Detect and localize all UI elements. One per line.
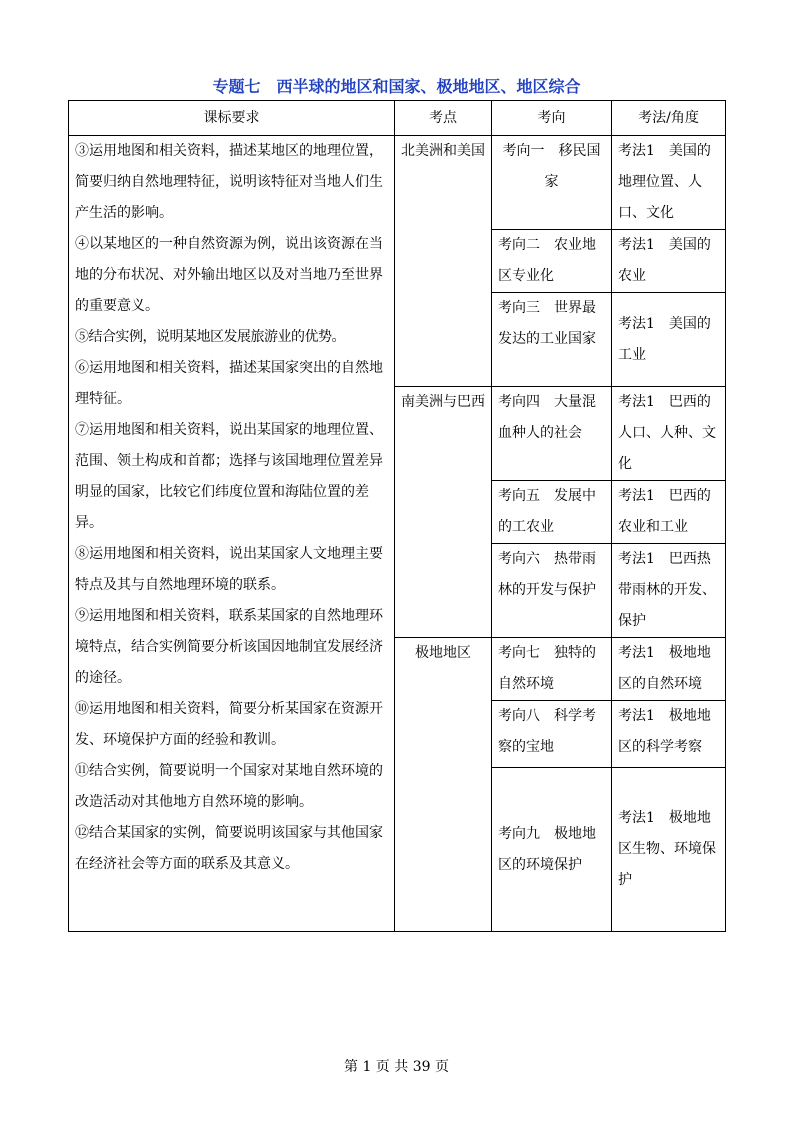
direction-cell: 考向三 世界最发达的工业国家 bbox=[492, 293, 612, 387]
method-cell: 考法1 美国的工业 bbox=[612, 293, 726, 387]
header-point: 考点 bbox=[395, 101, 492, 136]
requirement-item: ⑫结合某国家的实例，简要说明该国家与其他国家在经济社会等方面的联系及其意义。 bbox=[75, 825, 383, 872]
document-title: 专题七 西半球的地区和国家、极地地区、地区综合 bbox=[212, 77, 581, 96]
requirement-item: ⑥运用地图和相关资料，描述某国家突出的自然地理特征。 bbox=[75, 360, 383, 407]
method-cell: 考法1 巴西的农业和工业 bbox=[612, 481, 726, 544]
method-cell: 考法1 极地地区的自然环境 bbox=[612, 638, 726, 701]
page-number: 第 1 页 共 39 页 bbox=[344, 1059, 449, 1075]
method-cell: 考法1 极地地区生物、环境保护 bbox=[612, 768, 726, 932]
requirement-item: ⑧运用地图和相关资料，说出某国家人文地理主要特点及其与自然地理环境的联系。 bbox=[75, 546, 383, 593]
requirement-item: ⑩运用地图和相关资料，简要分析某国家在资源开发、环境保护方面的经验和教训。 bbox=[75, 701, 383, 748]
requirement-item: ③运用地图和相关资料，描述某地区的地理位置，简要归纳自然地理特征，说明该特征对当地人们生产生活的影响。 bbox=[75, 143, 383, 221]
point-cell: 南美洲与巴西 bbox=[395, 387, 492, 638]
table-header-row bbox=[69, 101, 726, 136]
requirements-cell bbox=[69, 136, 395, 932]
curriculum-table bbox=[68, 100, 726, 932]
requirement-item: ⑪结合实例，简要说明一个国家对某地自然环境的改造活动对其他地方自然环境的影响。 bbox=[75, 763, 383, 810]
direction-cell: 考向七 独特的自然环境 bbox=[492, 638, 612, 701]
method-cell: 考法1 巴西热带雨林的开发、保护 bbox=[612, 544, 726, 638]
point-cell: 极地地区 bbox=[395, 638, 492, 932]
header-requirements: 课标要求 bbox=[69, 101, 395, 136]
point-cell: 北美洲和美国 bbox=[395, 136, 492, 387]
direction-cell: 考向四 大量混血种人的社会 bbox=[492, 387, 612, 481]
direction-cell: 考向八 科学考察的宝地 bbox=[492, 701, 612, 768]
requirement-item: ④以某地区的一种自然资源为例，说出该资源在当地的分布状况、对外输出地区以及对当地乃至世界的重要意义。 bbox=[75, 236, 383, 314]
header-direction: 考向 bbox=[492, 101, 612, 136]
method-cell: 考法1 美国的地理位置、人口、文化 bbox=[612, 136, 726, 230]
method-cell: 考法1 巴西的人口、人种、文化 bbox=[612, 387, 726, 481]
direction-cell: 考向二 农业地区专业化 bbox=[492, 230, 612, 293]
direction-cell: 考向六 热带雨林的开发与保护 bbox=[492, 544, 612, 638]
direction-cell: 考向九 极地地区的环境保护 bbox=[492, 768, 612, 932]
requirement-item: ⑨运用地图和相关资料，联系某国家的自然地理环境特点，结合实例简要分析该国因地制宜发展经济的途径。 bbox=[75, 608, 383, 686]
direction-cell: 考向五 发展中的工农业 bbox=[492, 481, 612, 544]
table-row bbox=[69, 136, 726, 230]
requirement-item: ⑦运用地图和相关资料，说出某国家的地理位置、范围、领土构成和首都；选择与该国地理位置差异明显的国家，比较它们纬度位置和海陆位置的差异。 bbox=[75, 422, 383, 531]
direction-cell: 考向一 移民国家 bbox=[492, 136, 612, 230]
method-cell: 考法1 极地地区的科学考察 bbox=[612, 701, 726, 768]
header-method: 考法/角度 bbox=[612, 101, 726, 136]
requirement-item: ⑤结合实例，说明某地区发展旅游业的优势。 bbox=[75, 329, 345, 345]
method-cell: 考法1 美国的农业 bbox=[612, 230, 726, 293]
